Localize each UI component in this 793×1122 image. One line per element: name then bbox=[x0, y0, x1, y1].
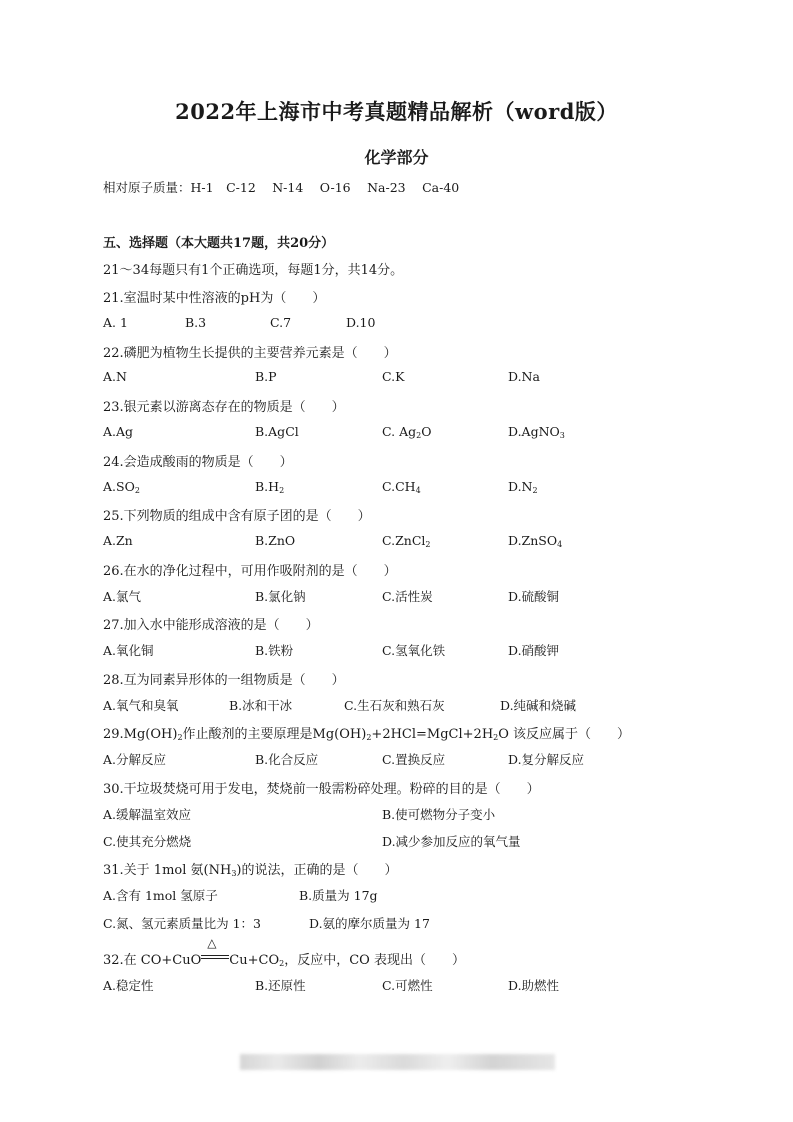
option-a: $A.SO_2$ bbox=[103, 479, 140, 495]
option-d: D.纯碱和烧碱 bbox=[500, 698, 577, 713]
option-b: B.冰和干冰 bbox=[229, 698, 293, 713]
option-c: C.K bbox=[382, 369, 405, 384]
option-a: A.缓解温室效应 bbox=[103, 807, 192, 822]
option-c: $C.CH_4$ bbox=[382, 479, 421, 495]
option-d: D.硫酸铜 bbox=[508, 589, 560, 604]
option-b: B.还原性 bbox=[255, 978, 306, 993]
section-intro: 21～34每题只有1个正确选项，每题1分，共14分。 bbox=[103, 263, 404, 278]
question-25-options bbox=[103, 533, 703, 551]
option-a: A.Ag bbox=[103, 424, 134, 439]
question-27-stem: 27.加入水中能形成溶液的是（ ） bbox=[103, 618, 319, 633]
question-32-options bbox=[103, 976, 703, 994]
option-c: C.ZnCl$_2$ bbox=[382, 533, 431, 549]
option-a: A.N bbox=[103, 369, 127, 384]
question-32-stem: 32.在 CO+CuO △ $Cu+CO_2$，反应中，CO 表现出（ ） bbox=[103, 936, 465, 968]
option-b: B.使可燃物分子变小 bbox=[382, 807, 496, 822]
question-23-stem: 23.银元素以游离态存在的物质是（ ） bbox=[103, 400, 345, 415]
question-26-options bbox=[103, 587, 703, 605]
question-27-options bbox=[103, 641, 703, 659]
option-b: $B.H_2$ bbox=[255, 479, 285, 495]
option-b: B.铁粉 bbox=[255, 643, 294, 658]
option-d: D.10 bbox=[346, 315, 376, 330]
option-c: C.置换反应 bbox=[382, 752, 446, 767]
question-28-options bbox=[103, 696, 703, 714]
question-30-stem: 30.干垃圾焚烧可用于发电，焚烧前一般需粉碎处理。粉碎的目的是（ ） bbox=[103, 782, 540, 797]
option-a: A.分解反应 bbox=[103, 752, 167, 767]
delta-icon: △ bbox=[207, 936, 217, 950]
section-heading: 五、选择题（本大题共17题，共20分） bbox=[103, 236, 335, 251]
option-a: A.Zn bbox=[103, 533, 133, 548]
option-d: D.助燃性 bbox=[508, 978, 560, 993]
option-b: B.3 bbox=[185, 315, 207, 330]
question-26-stem: 26.在水的净化过程中，可用作吸附剂的是（ ） bbox=[103, 564, 397, 579]
option-d: D.Na bbox=[508, 369, 540, 384]
question-21-options bbox=[103, 315, 703, 333]
option-c: C.活性炭 bbox=[382, 589, 433, 604]
question-29-stem: $29.Mg(OH)_2$作止酸剂的主要原理是$Mg(OH)_2+2HCl=MgCl+2H_2O$ 该反应属于（ ） bbox=[103, 727, 631, 742]
option-d: D.氨的摩尔质量为 17 bbox=[309, 916, 430, 931]
question-30-options-row1 bbox=[103, 805, 703, 823]
atomic-masses-line: 相对原子质量：H-1 C-12 N-14 O-16 Na-23 Ca-40 bbox=[103, 180, 460, 195]
question-23-options bbox=[103, 424, 703, 442]
question-24-options bbox=[103, 479, 703, 497]
question-31-options-row2 bbox=[103, 914, 703, 932]
question-29-options bbox=[103, 750, 703, 768]
option-c: C.生石灰和熟石灰 bbox=[344, 698, 445, 713]
option-d: $D.N_2$ bbox=[508, 479, 538, 495]
option-d: D.ZnSO$_4$ bbox=[508, 533, 563, 549]
question-22-options bbox=[103, 369, 703, 387]
option-c: C.7 bbox=[270, 315, 292, 330]
option-c: C.氮、氢元素质量比为 1：3 bbox=[103, 916, 261, 931]
question-24-stem: 24.会造成酸雨的物质是（ ） bbox=[103, 455, 293, 470]
option-a: A.氧化铜 bbox=[103, 643, 154, 658]
option-b: B.AgCl bbox=[255, 424, 299, 439]
option-b: B.化合反应 bbox=[255, 752, 319, 767]
question-31-options-row1 bbox=[103, 886, 703, 904]
option-b: B.P bbox=[255, 369, 277, 384]
heating-equals-sign bbox=[201, 936, 229, 963]
question-22-stem: 22.磷肥为植物生长提供的主要营养元素是（ ） bbox=[103, 346, 397, 361]
question-28-stem: 28.互为同素异形体的一组物质是（ ） bbox=[103, 673, 345, 688]
option-a: A.稳定性 bbox=[103, 978, 154, 993]
option-d: D.复分解反应 bbox=[508, 752, 585, 767]
option-a: A. 1 bbox=[103, 315, 128, 330]
blurred-footer-watermark bbox=[240, 1054, 555, 1070]
option-c: C.可燃性 bbox=[382, 978, 433, 993]
option-b: B.ZnO bbox=[255, 533, 296, 548]
section-subtitle: 化学部分 bbox=[364, 148, 429, 167]
option-a: A.氯气 bbox=[103, 589, 142, 604]
option-a: A.含有 1mol 氢原子 bbox=[103, 888, 218, 903]
option-d: D.减少参加反应的氧气量 bbox=[382, 834, 521, 849]
question-21-stem: 21.室温时某中性溶液的pH为（ ） bbox=[103, 291, 326, 306]
document-title: 2022年上海市中考真题精品解析（word版） bbox=[175, 99, 618, 124]
option-c: C. $Ag_2O$ bbox=[382, 424, 432, 440]
option-d: D.AgNO$_3$ bbox=[508, 424, 565, 440]
option-c: C.使其充分燃烧 bbox=[103, 834, 192, 849]
option-c: C.氢氧化铁 bbox=[382, 643, 446, 658]
option-a: A.氧气和臭氧 bbox=[103, 698, 179, 713]
option-d: D.硝酸钾 bbox=[508, 643, 560, 658]
question-30-options-row2 bbox=[103, 832, 703, 850]
option-b: B.质量为 17g bbox=[299, 888, 378, 903]
option-b: B.氯化钠 bbox=[255, 589, 306, 604]
question-25-stem: 25.下列物质的组成中含有原子团的是（ ） bbox=[103, 509, 371, 524]
question-31-stem: 31.关于 1mol 氨$(NH_3)$的说法，正确的是（ ） bbox=[103, 863, 398, 878]
